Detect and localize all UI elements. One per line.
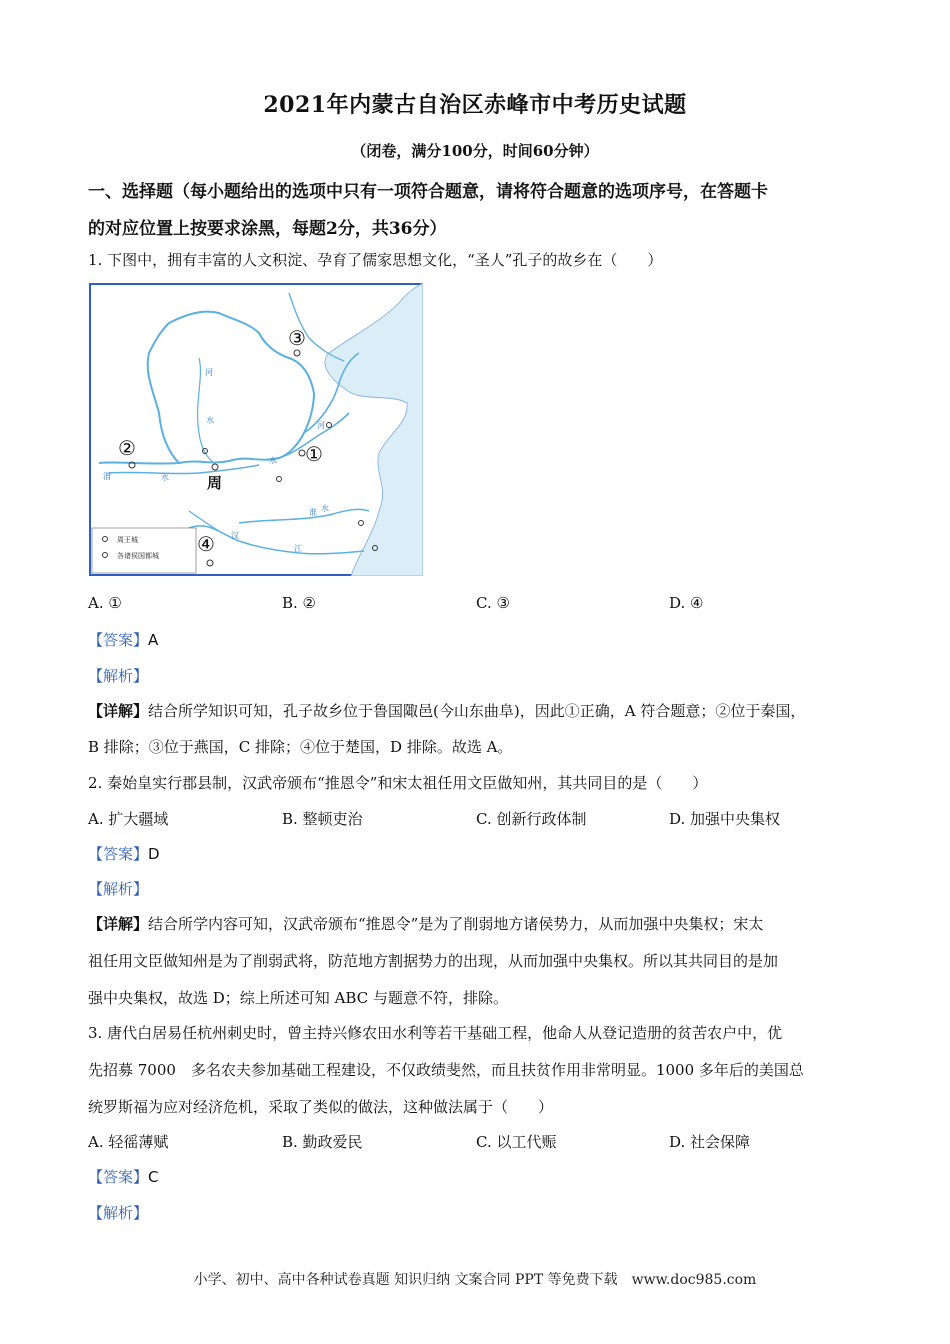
q1-map xyxy=(89,283,423,576)
q3-stem-line3: 统罗斯福为应对经济危机，采取了类似的做法，这种做法属于（ ） xyxy=(88,1098,554,1116)
q3-option-a: A. 轻徭薄赋 xyxy=(88,1133,169,1151)
exam-subtitle: （闭卷，满分100分，时间60分钟） xyxy=(351,142,599,160)
map-river-label: 河 xyxy=(317,421,325,430)
map-marker-1: ① xyxy=(305,442,323,466)
q3-option-c: C. 以工代赈 xyxy=(476,1133,557,1151)
map-marker-3: ③ xyxy=(288,326,306,350)
map-river-label: 水 xyxy=(269,456,277,465)
detail-text: 结合所学知识可知，孔子故乡位于鲁国陬邑(今山东曲阜)，因此①正确，A 符合题意；②位于秦国， xyxy=(148,702,806,720)
q2-analysis-tag: 【解析】 xyxy=(88,880,149,898)
q3-option-b: B. 勤政爱民 xyxy=(282,1133,363,1151)
map-river-label: 水 xyxy=(206,416,214,425)
q3-answer xyxy=(88,1166,159,1187)
q2-answer xyxy=(88,843,160,864)
section-heading-line2: 的对应位置上按要求涂黑，每题2分，共36分） xyxy=(88,219,447,239)
page-footer: 小学、初中、高中各种试卷真题 知识归纳 文案合同 PPT 等免费下载 www.doc985.com xyxy=(193,1272,757,1288)
section-heading-line1: 一、选择题（每小题给出的选项中只有一项符合题意，请将符合题意的选项序号，在答题卡 xyxy=(88,182,768,202)
map-label-zhou: 周 xyxy=(207,474,223,492)
q2-stem: 2. 秦始皇实行郡县制，汉武帝颁布“推恩令”和宋太祖任用文臣做知州，其共同目的是（ ） xyxy=(88,774,708,792)
map-river-label: 汉 xyxy=(231,531,239,540)
q2-option-b: B. 整顿吏治 xyxy=(282,810,363,828)
q3-stem-line1: 3. 唐代白居易任杭州刺史时，曾主持兴修农田水利等若干基础工程，他命人从登记造册的贫苦农户中，优 xyxy=(88,1024,783,1042)
q1-option-a: A. ① xyxy=(88,594,122,612)
q1-detail-line2: B 排除；③位于燕国，C 排除；④位于楚国，D 排除。故选 A。 xyxy=(88,738,513,756)
map-river-label: 渭 xyxy=(103,472,111,481)
answer-tag: 【答案】 xyxy=(88,845,149,863)
detail-text: 结合所学内容可知，汉武帝颁布“推恩令”是为了削弱地方诸侯势力，从而加强中央集权；宋太 xyxy=(148,915,764,933)
answer-value: A xyxy=(148,631,159,649)
q1-option-b: B. ② xyxy=(282,594,317,612)
q1-analysis-tag: 【解析】 xyxy=(88,667,149,685)
answer-value: D xyxy=(148,845,160,863)
map-legend xyxy=(92,528,196,573)
detail-tag: 【详解】 xyxy=(88,702,149,720)
q1-option-c: C. ③ xyxy=(476,594,510,612)
answer-tag: 【答案】 xyxy=(88,1168,149,1186)
map-river-label: 河 xyxy=(205,368,213,377)
q2-detail-line3: 强中央集权，故选 D；综上所述可知 ABC 与题意不符，排除。 xyxy=(88,989,508,1007)
q3-stem-line2: 先招募 7000 多名农夫参加基础工程建设，不仅政绩斐然，而且扶贫作用非常明显。1000 多年后的美国总 xyxy=(88,1061,804,1079)
answer-value: C xyxy=(148,1168,159,1186)
q1-detail-line1 xyxy=(88,700,805,721)
q3-option-d: D. 社会保障 xyxy=(669,1133,751,1151)
q2-option-c: C. 创新行政体制 xyxy=(476,810,587,828)
legend-item-capital: 周王城 xyxy=(117,536,138,544)
map-river-label: 江 xyxy=(294,544,302,553)
map-river-label: 水 xyxy=(321,504,329,513)
q3-analysis-tag: 【解析】 xyxy=(88,1204,149,1222)
map-marker-2: ② xyxy=(118,436,136,460)
q2-detail-line2: 祖任用文臣做知州是为了削弱武将，防范地方割据势力的出现，从而加强中央集权。所以其共同目的是加 xyxy=(88,952,779,970)
legend-item-vassal: 各诸侯国都城 xyxy=(117,552,159,560)
map-river-label: 淮 xyxy=(309,508,317,517)
page-title: 2021年内蒙古自治区赤峰市中考历史试题 xyxy=(263,92,687,118)
q1-stem: 1. 下图中，拥有丰富的人文积淀、孕育了儒家思想文化，“圣人”孔子的故乡在（ ） xyxy=(88,251,663,269)
q2-option-d: D. 加强中央集权 xyxy=(669,810,781,828)
q2-detail-line1 xyxy=(88,913,763,934)
map-marker-4: ④ xyxy=(197,532,215,556)
q1-answer xyxy=(88,629,158,650)
q2-option-a: A. 扩大疆域 xyxy=(88,810,169,828)
q1-option-d: D. ④ xyxy=(669,594,704,612)
answer-tag: 【答案】 xyxy=(88,631,149,649)
detail-tag: 【详解】 xyxy=(88,915,149,933)
map-river-label: 水 xyxy=(161,473,169,482)
